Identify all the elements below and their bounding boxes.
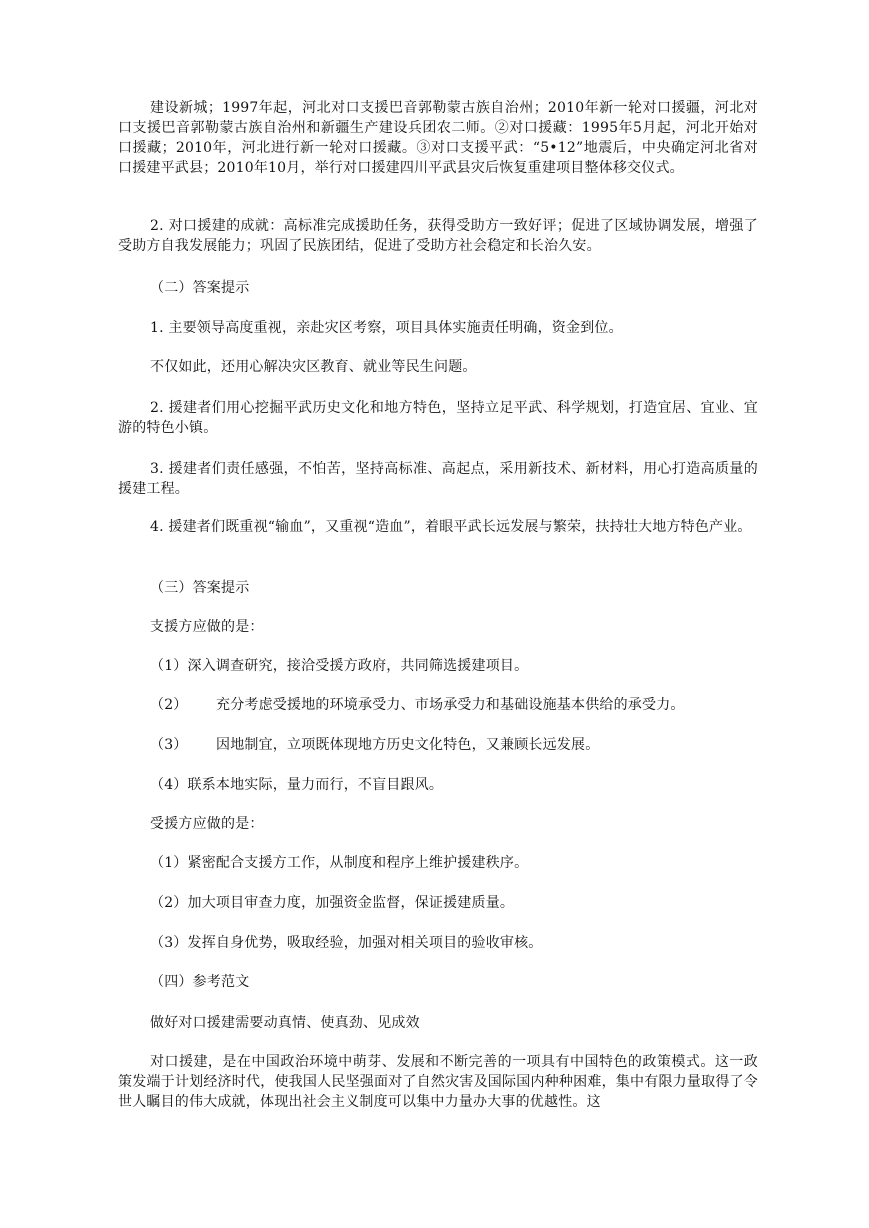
recipient-item-3: （3）发挥自身优势，吸取经验，加强对相关项目的验收审核。 [150,935,543,951]
essay-paragraph-1: 对口援建，是在中国政治环境中萌芽、发展和不断完善的一项具有中国特色的政策模式。这一政策发端于计划经济时代，使我国人民坚强面对了自然灾害及国际国内种种困难，集中有限力量取得了令世人瞩目的伟大成就，体现出社会主义制度可以集中力量办大事的优越性。这 [118,1054,758,1110]
paragraph-achievements: 2. 对口援建的成就：高标准完成援助任务，获得受助方一致好评；促进了区域协调发展，增强了受助方自我发展能力；巩固了民族团结，促进了受助方社会稳定和长治久安。 [118,218,758,254]
supporter-heading: 支援方应做的是： [150,619,264,635]
recipient-heading: 受援方应做的是： [150,816,264,832]
section-heading-2: （二）答案提示 [150,280,250,296]
paragraph-history-continued: 建设新城；1997年起，河北对口支援巴音郭勒蒙古族自治州；2010年新一轮对口援疆，河北对口支援巴音郭勒蒙古族自治州和新疆生产建设兵团农二师。②对口援藏：1995年5月起，河北开始对口援藏；2010年，河北进行新一轮对口援藏。③对口支援平武：“5•12”地震后，中央确定河北省对口援建平武县；2010年10月，举行对口援建四川平武县灾后恢复重建项目整体移交仪式。 [118,100,758,176]
essay-title: 做好对口援建需要动真情、使真劲、见成效 [150,1015,420,1031]
section-heading-3: （三）答案提示 [150,580,250,596]
section-heading-4: （四）参考范文 [150,974,250,990]
recipient-item-2: （2）加大项目审查力度，加强资金监督，保证援建质量。 [150,895,515,911]
supporter-item-3-label: （3） [150,737,188,753]
supporter-item-3 [150,735,758,755]
answer-item-1-extra: 不仅如此，还用心解决灾区教育、就业等民生问题。 [150,359,477,375]
supporter-item-1: （1）深入调查研究，接洽受援方政府，共同筛选援建项目。 [150,658,529,674]
supporter-item-2 [150,695,758,715]
answer-item-3: 3. 援建者们责任感强，不怕苦，坚持高标准、高起点，采用新技术、新材料，用心打造高质量的援建工程。 [118,461,758,497]
answer-item-4: 4. 援建者们既重视“输血”，又重视“造血”，着眼平武长远发展与繁荣，扶持壮大地方特色产业。 [150,519,752,535]
supporter-item-2-text: 充分考虑受援地的环境承受力、市场承受力和基础设施基本供给的承受力。 [216,697,685,713]
supporter-item-2-label: （2） [150,697,188,713]
answer-item-2: 2. 援建者们用心挖掘平武历史文化和地方特色，坚持立足平武、科学规划，打造宜居、宜业、宜游的特色小镇。 [118,400,758,436]
supporter-item-4: （4）联系本地实际，量力而行，不盲目跟风。 [150,777,444,793]
supporter-item-3-text: 因地制宜，立项既体现地方历史文化特色，又兼顾长远发展。 [216,737,600,753]
recipient-item-1: （1）紧密配合支援方工作，从制度和程序上维护援建秩序。 [150,855,529,871]
answer-item-1: 1. 主要领导高度重视，亲赴灾区考察，项目具体实施责任明确，资金到位。 [150,320,623,336]
